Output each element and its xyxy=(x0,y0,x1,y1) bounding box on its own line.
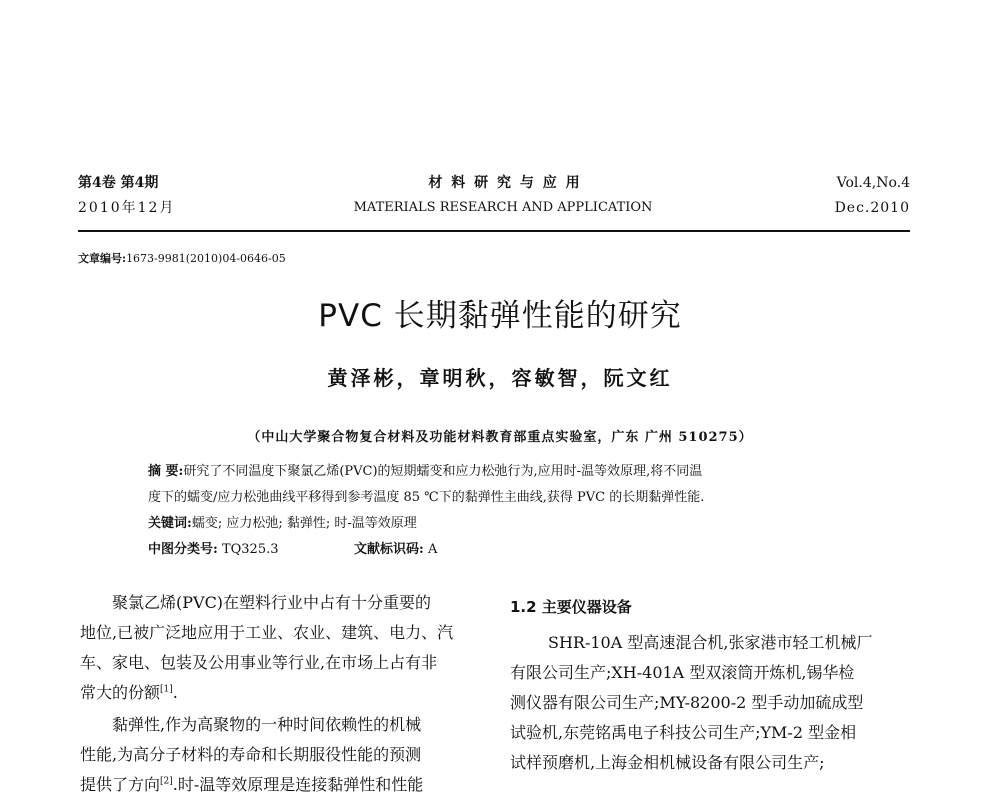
left-para2-line2: 性能,为高分子材料的寿命和长期服役性能的预测 xyxy=(80,745,422,764)
left-para2-line3-end: .时-温等效原理是连接黏弹性和性能 xyxy=(172,775,424,794)
reference-2: [2] xyxy=(160,776,173,787)
header-volume-issue: 第4卷 第4期 xyxy=(78,175,159,191)
right-line2: 有限公司生产;XH-401A 型双滚筒开炼机,锡华检 xyxy=(510,663,855,682)
left-para1-line4-text: 常大的份额 xyxy=(80,683,161,702)
journal-title-cn: 材 料 研 究 与 应 用 xyxy=(428,175,582,191)
header-vol-no: Vol.4,No.4 xyxy=(836,175,910,191)
doc-code-line xyxy=(354,538,554,562)
abstract-label: 摘 要: xyxy=(148,464,184,479)
abstract-text-2: 度下的蠕变/应力松弛曲线平移得到参考温度 85 ℃下的黏弹性主曲线,获得 PVC 的长期黏弹性能. xyxy=(148,490,705,505)
header-month-year: Dec.2010 xyxy=(834,200,910,216)
classification-line xyxy=(148,538,348,562)
reference-1: [1] xyxy=(160,684,173,695)
doc-code-value: A xyxy=(427,542,438,557)
keywords-line xyxy=(148,512,928,536)
right-line4: 试验机,东莞铭禹电子科技公司生产;YM-2 型金相 xyxy=(510,723,857,742)
left-para1-end: . xyxy=(172,683,178,702)
left-para1-line4 xyxy=(80,678,474,708)
doc-code-label: 文献标识码: xyxy=(354,542,424,557)
right-line5: 试样预磨机,上海金相机械设备有限公司生产; xyxy=(510,753,825,772)
right-line1: SHR-10A 型高速混合机,张家港市轻工机械厂 xyxy=(548,633,873,652)
left-para1-line2: 地位,已被广泛地应用于工业、农业、建筑、电力、汽 xyxy=(80,623,454,642)
left-para2-line3-text: 提供了方向 xyxy=(80,775,161,794)
section-heading-1-2: 1.2 主要仪器设备 xyxy=(510,598,632,616)
journal-title-en: MATERIALS RESEARCH AND APPLICATION xyxy=(353,200,653,215)
header-rule xyxy=(78,230,910,232)
article-number: 1673-9981(2010)04-0646-05 xyxy=(126,252,286,265)
left-para2-line3 xyxy=(80,770,474,800)
keywords-label: 关键词: xyxy=(148,516,192,531)
paper-title: PVC 长期黏弹性能的研究 xyxy=(318,298,682,334)
classification-label: 中图分类号: xyxy=(148,542,218,557)
left-para2-line1: 黏弹性,作为高聚物的一种时间依赖性的机械 xyxy=(112,715,422,734)
article-number-line xyxy=(78,250,286,266)
authors: 黄泽彬，章明秋，容敏智，阮文红 xyxy=(327,366,673,390)
classification-value: TQ325.3 xyxy=(221,542,279,557)
left-para1-line1: 聚氯乙烯(PVC)在塑料行业中占有十分重要的 xyxy=(112,593,432,612)
abstract-line-1 xyxy=(148,460,928,484)
left-para1-line3: 车、家电、包装及公用事业等行业,在市场上占有非 xyxy=(80,653,438,672)
header-date: 2010年12月 xyxy=(78,200,176,216)
article-number-label: 文章编号: xyxy=(78,252,127,265)
affiliation: （中山大学聚合物复合材料及功能材料教育部重点实验室，广东 广州 510275） xyxy=(247,430,753,445)
right-line3: 测仪器有限公司生产;MY-8200-2 型手动加硫成型 xyxy=(510,693,864,712)
keywords-text: 蠕变; 应力松弛; 黏弹性; 时-温等效原理 xyxy=(191,516,417,531)
abstract-text-1: 研究了不同温度下聚氯乙烯(PVC)的短期蠕变和应力松弛行为,应用时-温等效原理,将不同温 xyxy=(183,464,703,479)
